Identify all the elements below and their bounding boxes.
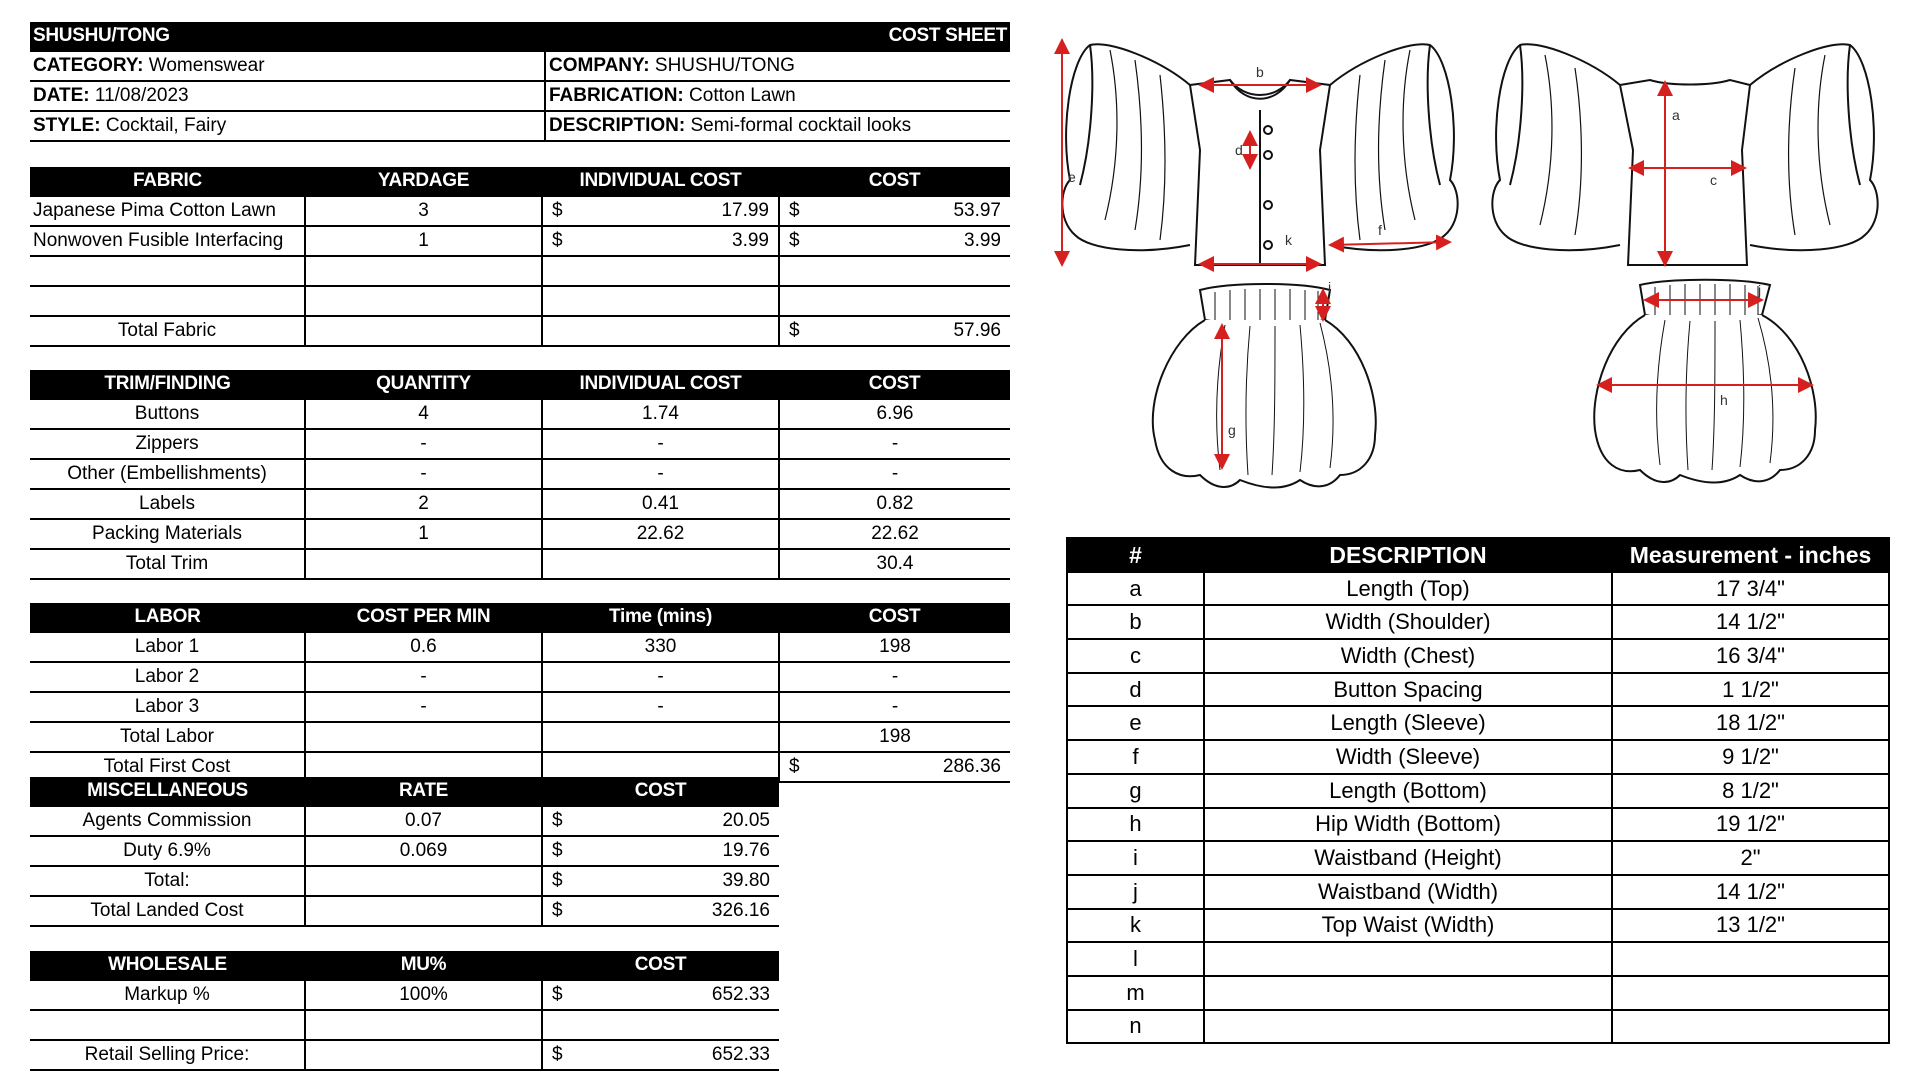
labor-table <box>30 603 1010 783</box>
style-cell: STYLE: Cocktail, Fairy <box>30 111 545 141</box>
fabric-name: Japanese Pima Cotton Lawn <box>30 196 305 226</box>
cost-header: COST <box>779 603 1010 632</box>
mu-header: MU% <box>305 951 542 980</box>
table-row: n <box>1067 1010 1889 1044</box>
table-row: b Width (Shoulder) 14 1/2" <box>1067 605 1889 639</box>
garment-tech-sketch <box>1050 20 1910 500</box>
fabric-cost: 3.99 <box>964 230 1001 251</box>
dim-label-j: j <box>1758 282 1762 298</box>
misc-name: Total: <box>30 866 305 896</box>
fabric-unit-cost: 17.99 <box>721 200 769 221</box>
table-row <box>30 316 1010 346</box>
category-cell: CATEGORY: Womenswear <box>30 51 545 81</box>
dim-label-a: a <box>1672 107 1680 123</box>
fabric-header: FABRIC <box>30 167 305 196</box>
table-row <box>30 429 1010 459</box>
trim-name: Zippers <box>30 429 305 459</box>
table-row <box>30 256 1010 286</box>
fabric-yardage: 1 <box>305 226 542 256</box>
total-fabric-value: 57.96 <box>953 320 1001 341</box>
individual-cost-header: INDIVIDUAL COST <box>542 370 779 399</box>
total-fabric-label: Total Fabric <box>30 316 305 346</box>
trim-unit-cost: - <box>542 459 779 489</box>
labor-cost: - <box>779 662 1010 692</box>
labor-cost: 198 <box>779 632 1010 662</box>
table-row <box>30 980 779 1010</box>
retail-price-value: 652.33 <box>711 1044 770 1065</box>
table-row: a Length (Top) 17 3/4" <box>1067 572 1889 606</box>
dim-label-g: g <box>1228 422 1236 438</box>
trim-unit-cost: 1.74 <box>542 399 779 429</box>
total-first-cost-label: Total First Cost <box>30 752 305 782</box>
header-table <box>30 22 1010 142</box>
fabrication-value: Cotton Lawn <box>689 85 796 106</box>
currency-symbol: $ <box>552 810 563 831</box>
labor-time: 330 <box>542 632 779 662</box>
style-value: Cocktail, Fairy <box>105 115 227 136</box>
time-header: Time (mins) <box>542 603 779 632</box>
description-value: Semi-formal cocktail looks <box>690 115 912 136</box>
labor-name: Labor 2 <box>30 662 305 692</box>
doc-type-title: COST SHEET <box>545 22 1010 51</box>
table-row <box>30 519 1010 549</box>
trim-name: Packing Materials <box>30 519 305 549</box>
fabric-unit-cost: 3.99 <box>732 230 769 251</box>
dim-label-e: e <box>1068 169 1076 185</box>
dim-label-d: d <box>1235 142 1243 158</box>
company-cell: COMPANY: SHUSHU/TONG <box>545 51 1010 81</box>
trim-unit-cost: 22.62 <box>542 519 779 549</box>
currency-symbol: $ <box>552 870 563 891</box>
labor-cost: - <box>779 692 1010 722</box>
total-labor-value: 198 <box>779 722 1010 752</box>
table-row <box>30 632 1010 662</box>
misc-header: MISCELLANEOUS <box>30 777 305 806</box>
measurement-table <box>1066 537 1890 1044</box>
trim-table <box>30 370 1010 580</box>
labor-rate: - <box>305 692 542 722</box>
id-header: # <box>1067 538 1204 572</box>
misc-cost: 20.05 <box>722 810 770 831</box>
company-value: SHUSHU/TONG <box>654 55 795 76</box>
cost-per-min-header: COST PER MIN <box>305 603 542 632</box>
miscellaneous-table <box>30 777 779 927</box>
table-row <box>30 399 1010 429</box>
trim-cost: 0.82 <box>779 489 1010 519</box>
labor-name: Labor 1 <box>30 632 305 662</box>
table-row <box>30 226 1010 256</box>
rate-header: RATE <box>305 777 542 806</box>
labor-rate: 0.6 <box>305 632 542 662</box>
trim-unit-cost: 0.41 <box>542 489 779 519</box>
labor-time: - <box>542 692 779 722</box>
trim-cost: 22.62 <box>779 519 1010 549</box>
table-row: i Waistband (Height) 2" <box>1067 841 1889 875</box>
misc-cost: 19.76 <box>722 840 770 861</box>
table-row: h Hip Width (Bottom) 19 1/2" <box>1067 808 1889 842</box>
total-trim-value: 30.4 <box>779 549 1010 579</box>
labor-time: - <box>542 662 779 692</box>
wholesale-header: WHOLESALE <box>30 951 305 980</box>
table-row <box>30 196 1010 226</box>
back-bottom-sketch <box>1594 280 1816 483</box>
category-value: Womenswear <box>148 55 265 76</box>
trim-cost: 6.96 <box>779 399 1010 429</box>
table-row <box>30 1040 779 1070</box>
table-row <box>30 836 779 866</box>
currency-symbol: $ <box>789 756 800 777</box>
dim-label-h: h <box>1720 392 1728 408</box>
trim-qty: 4 <box>305 399 542 429</box>
labor-rate: - <box>305 662 542 692</box>
table-row: j Waistband (Width) 14 1/2" <box>1067 875 1889 909</box>
total-landed-cost-label: Total Landed Cost <box>30 896 305 926</box>
description-cell: DESCRIPTION: Semi-formal cocktail looks <box>545 111 1010 141</box>
fabric-table <box>30 167 1010 347</box>
trim-name: Labels <box>30 489 305 519</box>
cost-header: COST <box>542 777 779 806</box>
wholesale-table <box>30 951 779 1071</box>
table-row <box>30 459 1010 489</box>
table-row <box>30 549 1010 579</box>
total-first-cost-value: 286.36 <box>942 756 1001 777</box>
table-row <box>30 806 779 836</box>
currency-symbol: $ <box>552 200 563 221</box>
dim-label-c: c <box>1710 172 1717 188</box>
yardage-header: YARDAGE <box>305 167 542 196</box>
total-labor-label: Total Labor <box>30 722 305 752</box>
cost-header: COST <box>779 167 1010 196</box>
date-value: 11/08/2023 <box>94 85 189 106</box>
dim-label-b: b <box>1256 64 1264 80</box>
misc-rate: 0.07 <box>305 806 542 836</box>
currency-symbol: $ <box>552 984 563 1005</box>
table-row: f Width (Sleeve) 9 1/2" <box>1067 740 1889 774</box>
misc-name: Agents Commission <box>30 806 305 836</box>
cost-header: COST <box>542 951 779 980</box>
markup-label: Markup % <box>30 980 305 1010</box>
currency-symbol: $ <box>552 1044 563 1065</box>
date-cell: DATE: 11/08/2023 <box>30 81 545 111</box>
currency-symbol: $ <box>552 900 563 921</box>
trim-qty: 1 <box>305 519 542 549</box>
markup-cost: 652.33 <box>711 984 770 1005</box>
currency-symbol: $ <box>552 840 563 861</box>
trim-name: Buttons <box>30 399 305 429</box>
table-row: g Length (Bottom) 8 1/2" <box>1067 774 1889 808</box>
table-row <box>30 692 1010 722</box>
fabrication-cell: FABRICATION: Cotton Lawn <box>545 81 1010 111</box>
total-landed-cost-value: 326.16 <box>711 900 770 921</box>
currency-symbol: $ <box>552 230 563 251</box>
misc-rate <box>305 866 542 896</box>
currency-symbol: $ <box>789 230 800 251</box>
fabric-yardage: 3 <box>305 196 542 226</box>
table-row: d Button Spacing 1 1/2" <box>1067 673 1889 707</box>
front-bottom-sketch <box>1153 284 1376 488</box>
cost-header: COST <box>779 370 1010 399</box>
table-row <box>30 722 1010 752</box>
table-row: m <box>1067 976 1889 1010</box>
trim-qty: 2 <box>305 489 542 519</box>
trim-unit-cost: - <box>542 429 779 459</box>
labor-header: LABOR <box>30 603 305 632</box>
trim-cost: - <box>779 429 1010 459</box>
misc-cost: 39.80 <box>722 870 770 891</box>
trim-cost: - <box>779 459 1010 489</box>
individual-cost-header: INDIVIDUAL COST <box>542 167 779 196</box>
table-row <box>30 489 1010 519</box>
quantity-header: QUANTITY <box>305 370 542 399</box>
table-row <box>30 866 779 896</box>
labor-name: Labor 3 <box>30 692 305 722</box>
markup-value: 100% <box>305 980 542 1010</box>
table-row <box>30 896 779 926</box>
misc-rate: 0.069 <box>305 836 542 866</box>
trim-qty: - <box>305 429 542 459</box>
trim-header: TRIM/FINDING <box>30 370 305 399</box>
back-top-sketch <box>1492 44 1877 265</box>
retail-price-label: Retail Selling Price: <box>30 1040 305 1070</box>
measurement-header: Measurement - inches <box>1612 538 1889 572</box>
table-row: c Width (Chest) 16 3/4" <box>1067 639 1889 673</box>
misc-name: Duty 6.9% <box>30 836 305 866</box>
currency-symbol: $ <box>789 320 800 341</box>
currency-symbol: $ <box>789 200 800 221</box>
table-row <box>30 662 1010 692</box>
trim-name: Other (Embellishments) <box>30 459 305 489</box>
table-row <box>30 286 1010 316</box>
table-row: l <box>1067 942 1889 976</box>
brand-title: SHUSHU/TONG <box>30 22 545 51</box>
table-row <box>30 1010 779 1040</box>
table-row: k Top Waist (Width) 13 1/2" <box>1067 909 1889 943</box>
table-row: e Length (Sleeve) 18 1/2" <box>1067 706 1889 740</box>
trim-qty: - <box>305 459 542 489</box>
total-trim-label: Total Trim <box>30 549 305 579</box>
description-header: DESCRIPTION <box>1204 538 1612 572</box>
dim-label-i: i <box>1328 279 1332 295</box>
dim-label-k: k <box>1285 232 1292 248</box>
dim-label-f: f <box>1378 222 1382 238</box>
fabric-cost: 53.97 <box>953 200 1001 221</box>
fabric-name: Nonwoven Fusible Interfacing <box>30 226 305 256</box>
